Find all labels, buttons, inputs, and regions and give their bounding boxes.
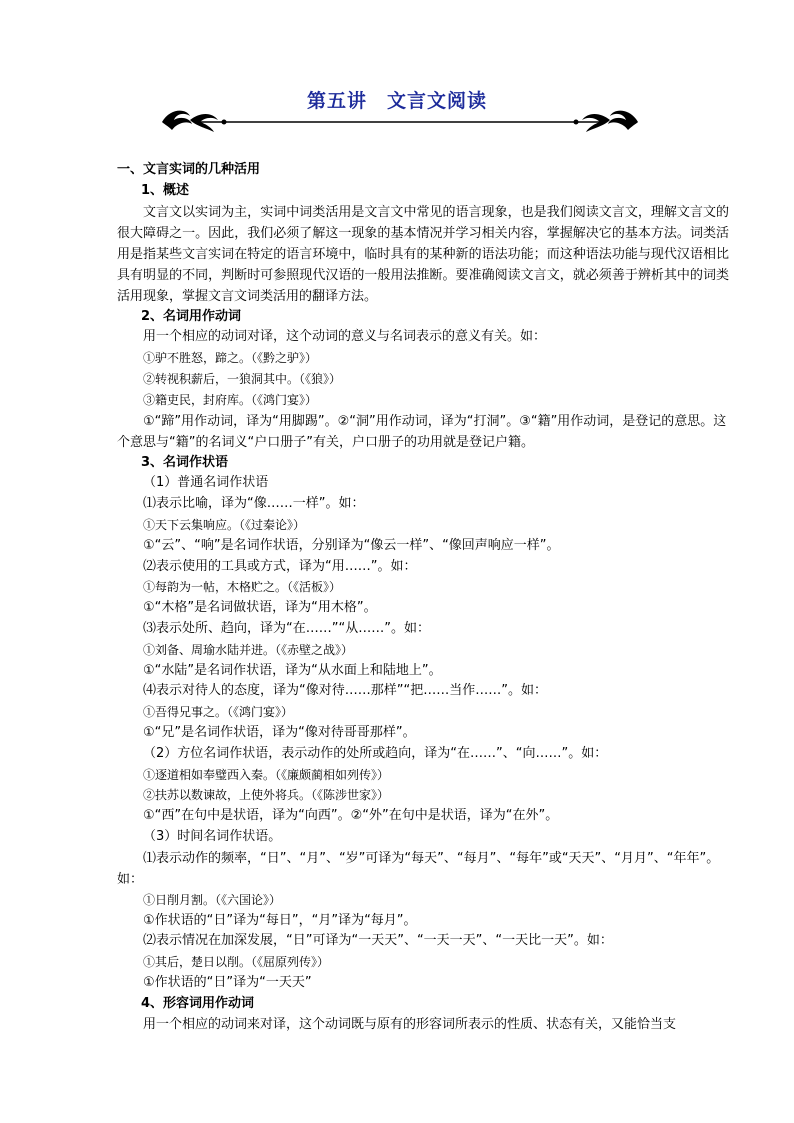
example-sentence: ③籍吏民，封府库。（《鸿门宴》）	[143, 392, 318, 407]
text-line: ⑴表示比喻，译为“像……一样”。如：	[143, 496, 365, 512]
text-line: ①作状语的“日”译为“一天天”	[143, 974, 312, 990]
page-title: 第五讲 文言文阅读	[306, 90, 487, 112]
text-line: ⑵表示使用的工具或方式，译为“用……”。如：	[143, 558, 417, 574]
subsection-heading: 4、形容词用作动词	[141, 995, 255, 1011]
text-line: ⑶表示处所、趋向，译为“在……”“从……”。如：	[143, 620, 430, 636]
text-line: ①“兄”是名词作状语，译为“像对待哥哥那样”。	[143, 724, 416, 740]
example-sentence: ①天下云集响应。（《过秦论》）	[143, 517, 306, 532]
text-line: ①作状语的“日”译为“每日”，“月”译为“每月”。	[143, 912, 417, 928]
example-sentence: ①其后，楚日以削。（《屈原列传》）	[143, 955, 330, 970]
example-sentence: ①日削月割。（《六国论》）	[143, 892, 282, 907]
text-line: ⑴表示动作的频率，“日”、“月”、“岁”可译为“每天”、“每月”、“每年”或“天天”、“月月”、“年年”。如：	[117, 850, 720, 887]
example-sentence: ①驴不胜怒，蹄之。（《黔之驴》）	[143, 351, 318, 366]
text-line: 用一个相应的动词来对译，这个动词既与原有的形容词所表示的性质、状态有关，又能恰当支	[143, 1016, 677, 1032]
text-line: 文言文以实词为主，实词中词类活用是文言文中常见的语言现象，也是我们阅读文言文，理解文言文的很大障碍之一。因此，我们必须了解这一现象的基本情况并学习相关内容，掌握解决它的基本方法。词类活用是指某些文言实词在特定的语言环境中，临时具有的某种新的语法功能；而这种语法功能与现代汉语相比具有明显的不同，判断时可参照现代汉语的一般用法推断。要准确阅读文言文，就必须善于辨析其中的词类活用现象，掌握文言文词类活用的翻译方法。	[117, 204, 729, 304]
example-sentence: ①逐道相如奉璧西入秦。（《廉颇蔺相如列传》）	[143, 767, 390, 782]
text-line: ①“蹄”用作动词，译为“用脚踢”。②“洞”用作动词，译为“打洞”。③“籍”用作动词，是登记的意思。这个意思与“籍”的名词义“户口册子”有关，户口册子的功用就是登记户籍。	[117, 413, 727, 450]
example-sentence: ①每韵为一帖，木格贮之。（《活板》）	[143, 580, 342, 595]
text-line: ①“木格”是名词做状语，译为“用木格”。	[143, 600, 377, 616]
text-line: （3）时间名词作状语。	[143, 828, 282, 844]
text-line: （1）普通名词作状语	[143, 475, 269, 491]
text-line: ①“西”在句中是状语，译为“向西”。②“外”在句中是状语，译为“在外”。	[143, 808, 559, 824]
title-ornament-divider	[160, 102, 640, 138]
section-heading: 一、文言实词的几种活用	[117, 162, 261, 177]
page-header	[0, 80, 794, 140]
text-line: ①“水陆”是名词作状语，译为“从水面上和陆地上”。	[143, 662, 442, 678]
text-line: ①“云”、“响”是名词作状语，分别译为“像云一样”、“像回声响应一样”。	[143, 537, 560, 553]
example-sentence: ①刘备、周瑜水陆并进。（《赤壁之战》）	[143, 642, 354, 657]
text-line: ⑷表示对待人的态度，译为“像对待……那样”“把……当作……”。如：	[143, 683, 547, 699]
text-line: （2）方位名词作状语，表示动作的处所或趋向，译为“在……”、“向……”。如：	[143, 745, 608, 761]
subsection-heading: 1、概述	[141, 182, 190, 198]
subsection-heading: 3、名词作状语	[141, 454, 229, 470]
subsection-heading: 2、名词用作动词	[141, 308, 242, 324]
text-line: 用一个相应的动词对译，这个动词的意义与名词表示的意义有关。如：	[143, 329, 547, 345]
example-sentence: ②转视积薪后，一狼洞其中。（《狼》）	[143, 371, 342, 386]
example-sentence: ①吾得兄事之。（《鸿门宴》）	[143, 705, 294, 720]
text-line: ⑵表示情况在加深发展，“日”可译为“一天天”、“一天一天”、“一天比一天”。如：	[143, 933, 613, 949]
document-body	[117, 160, 729, 1035]
example-sentence: ②扶苏以数谏故，上使外将兵。（《陈涉世家》）	[143, 788, 390, 803]
